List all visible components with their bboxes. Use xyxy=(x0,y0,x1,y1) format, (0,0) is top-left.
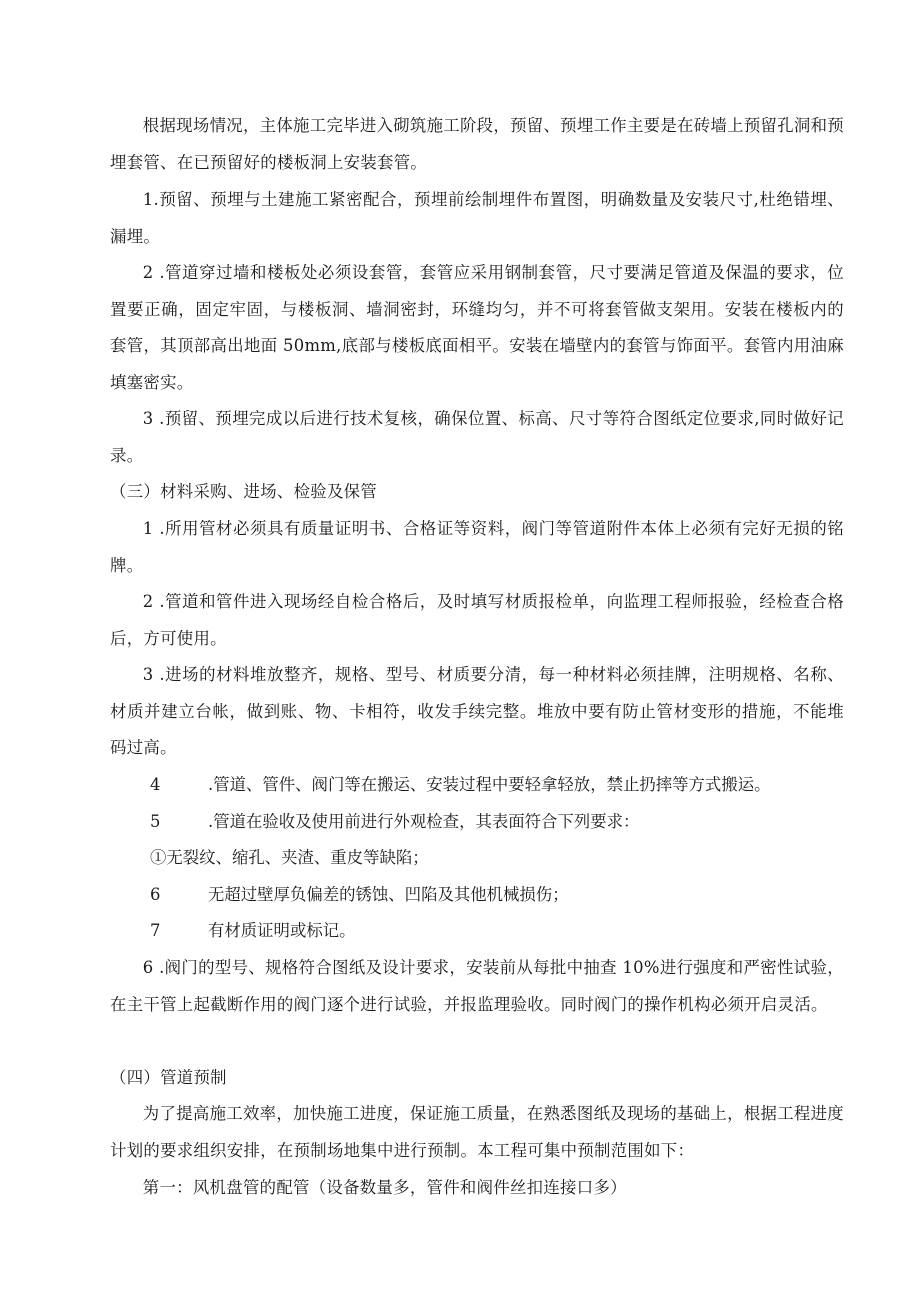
item-number: 7 xyxy=(150,921,161,940)
item-text: .管道在验收及使用前进行外观检查，其表面符合下列要求： xyxy=(208,812,640,831)
item-text: 无超过壁厚负偏差的锈蚀、凹陷及其他机械损伤； xyxy=(208,885,569,904)
check-item-circle-1: ①无裂纹、缩孔、夹渣、重皮等缺陷； xyxy=(150,848,429,867)
check-item-6 xyxy=(150,877,569,914)
check-item-7 xyxy=(150,913,356,950)
prep-item-3: 3 .预留、预埋完成以后进行技术复核，确保位置、标高、尺寸等符合图纸定位要求,同时做好记录。 xyxy=(110,409,844,465)
item-number: 6 xyxy=(150,885,161,904)
item-number: 5 xyxy=(150,812,161,831)
item-number: 4 xyxy=(150,775,161,794)
material-item-2: 2 .管道和管件进入现场经自检合格后，及时填写材质报检单，向监理工程师报验，经检查合格后，方可使用。 xyxy=(110,592,844,648)
prefab-paragraph: 为了提高施工效率，加快施工进度，保证施工质量，在熟悉图纸及现场的基础上，根据工程进度计划的要求组织安排，在预制场地集中进行预制。本工程可集中预制范围如下： xyxy=(110,1104,844,1160)
material-item-5 xyxy=(150,804,639,841)
material-item-4 xyxy=(150,767,771,804)
valve-item: 6 .阀门的型号、规格符合图纸及设计要求，安装前从每批中抽查 10%进行强度和严密性试验，在主干管上起截断作用的阀门逐个进行试验，并报监理验收。同时阀门的操作机构必须开启灵活。 xyxy=(110,958,844,1014)
section-heading-3: （三）材料采购、进场、检验及保管 xyxy=(110,482,378,501)
section-heading-4: （四）管道预制 xyxy=(110,1068,227,1087)
material-item-1: 1 .所用管材必须具有质量证明书、合格证等资料，阀门等管道附件本体上必须有完好无损的铭牌。 xyxy=(110,519,844,575)
intro-paragraph: 根据现场情况，主体施工完毕进入砌筑施工阶段，预留、预埋工作主要是在砖墙上预留孔洞和预埋套管、在已预留好的楼板洞上安装套管。 xyxy=(110,116,844,172)
prep-item-2: 2 .管道穿过墙和楼板处必须设套管，套管应采用钢制套管，尺寸要满足管道及保温的要求，位置要正确，固定牢固，与楼板洞、墙洞密封，环缝均匀，并不可将套管做支架用。安装在楼板内的套管，其顶部高出地面 50mm,底部与楼板底面相平。安装在墙壁内的套管与饰面平。套管内用油麻填塞密实。 xyxy=(110,263,844,392)
material-item-3: 3 .进场的材料堆放整齐，规格、型号、材质要分清，每一种材料必须挂牌，注明规格、名称、材质并建立台帐，做到账、物、卡相符，收发手续完整。堆放中要有防止管材变形的措施，不能堆码过高。 xyxy=(110,665,844,757)
prefab-item-1: 第一：风机盘管的配管（设备数量多，管件和阀件丝扣连接口多） xyxy=(142,1178,627,1197)
item-text: 有材质证明或标记。 xyxy=(208,921,356,940)
prep-item-1: 1.预留、预埋与土建施工紧密配合，预埋前绘制埋件布置图，明确数量及安装尺寸,杜绝错埋、漏埋。 xyxy=(110,190,844,246)
item-text: .管道、管件、阀门等在搬运、安装过程中要轻拿轻放，禁止扔摔等方式搬运。 xyxy=(208,775,771,794)
